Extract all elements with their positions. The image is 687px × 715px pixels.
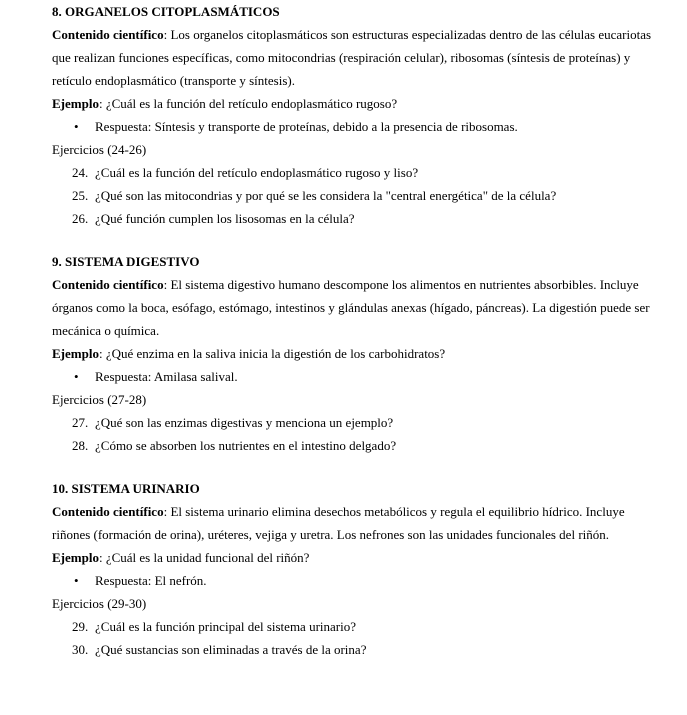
exercise-text: ¿Qué son las mitocondrias y por qué se les considera la "central energética" de la célula? — [95, 188, 557, 203]
content-text: : El sistema digestivo humano descompone los alimentos en nutrientes absorbibles. Incluye — [163, 277, 639, 292]
exercise-item — [52, 638, 672, 661]
content-label: Contenido científico — [52, 504, 164, 519]
exercises-heading: Ejercicios (29-30) — [52, 596, 147, 611]
section-title: 8. ORGANELOS CITOPLASMÁTICOS — [52, 4, 280, 19]
exercise-number: 28. — [72, 438, 89, 453]
content-label: Contenido científico — [52, 277, 164, 292]
example-line — [52, 342, 672, 365]
exercise-item — [52, 184, 672, 207]
content-line: retículo endoplasmático (transporte y síntesis). — [52, 73, 295, 88]
section-urinario — [52, 477, 672, 661]
section-title: 10. SISTEMA URINARIO — [52, 481, 200, 496]
content-line: mecánica o química. — [52, 323, 160, 338]
exercise-number: 24. — [72, 165, 89, 180]
content-label: Contenido científico — [52, 27, 164, 42]
exercise-text: ¿Cuál es la función del retículo endoplasmático rugoso y liso? — [95, 165, 419, 180]
section-organelos — [52, 0, 672, 230]
exercise-number: 25. — [72, 188, 89, 203]
exercises-heading: Ejercicios (24-26) — [52, 142, 147, 157]
example-text: : ¿Cuál es la función del retículo endoplasmático rugoso? — [98, 96, 398, 111]
example-text: : ¿Qué enzima en la saliva inicia la digestión de los carbohidratos? — [98, 346, 446, 361]
section-digestivo — [52, 250, 672, 457]
example-text: : ¿Cuál es la unidad funcional del riñón? — [98, 550, 310, 565]
example-label: Ejemplo — [52, 550, 99, 565]
answer-item — [52, 569, 672, 592]
exercise-number: 30. — [72, 642, 89, 657]
exercise-item — [52, 411, 672, 434]
exercise-number: 26. — [72, 211, 89, 226]
example-label: Ejemplo — [52, 346, 99, 361]
answer-text: Respuesta: Síntesis y transporte de proteínas, debido a la presencia de ribosomas. — [95, 119, 518, 134]
answer-item — [52, 365, 672, 388]
exercise-text: ¿Qué sustancias son eliminadas a través de la orina? — [95, 642, 367, 657]
answer-text: Respuesta: El nefrón. — [95, 573, 207, 588]
content-line: que realizan funciones específicas, como mitocondrias (respiración celular), ribosomas (síntesis de proteínas) y — [52, 50, 631, 65]
content-line: órganos como la boca, esófago, estómago, intestinos y glándulas anexas (hígado, páncreas). La digestión puede ser — [52, 300, 650, 315]
exercise-text: ¿Cómo se absorben los nutrientes en el intestino delgado? — [95, 438, 397, 453]
example-line — [52, 546, 672, 569]
section-title: 9. SISTEMA DIGESTIVO — [52, 254, 200, 269]
exercise-item — [52, 615, 672, 638]
exercise-text: ¿Qué función cumplen los lisosomas en la célula? — [95, 211, 355, 226]
answer-text: Respuesta: Amilasa salival. — [95, 369, 238, 384]
content-line — [52, 500, 672, 523]
exercise-number: 29. — [72, 619, 89, 634]
exercise-item — [52, 207, 672, 230]
exercise-text: ¿Qué son las enzimas digestivas y menciona un ejemplo? — [95, 415, 394, 430]
content-line: riñones (formación de orina), uréteres, vejiga y uretra. Los nefrones son las unidades funcionales del riñón. — [52, 527, 610, 542]
content-text: : El sistema urinario elimina desechos metabólicos y regula el equilibrio hídrico. Incluye — [163, 504, 625, 519]
content-line — [52, 23, 672, 46]
exercise-number: 27. — [72, 415, 89, 430]
exercises-heading: Ejercicios (27-28) — [52, 392, 147, 407]
example-line — [52, 92, 672, 115]
content-line — [52, 273, 672, 296]
bullet-icon: • — [74, 119, 79, 134]
bullet-icon: • — [74, 573, 79, 588]
exercise-item — [52, 434, 672, 457]
example-label: Ejemplo — [52, 96, 99, 111]
exercise-text: ¿Cuál es la función principal del sistema urinario? — [95, 619, 356, 634]
answer-item — [52, 115, 672, 138]
bullet-icon: • — [74, 369, 79, 384]
exercise-item — [52, 161, 672, 184]
content-text: : Los organelos citoplasmáticos son estructuras especializadas dentro de las células eucariotas — [163, 27, 652, 42]
